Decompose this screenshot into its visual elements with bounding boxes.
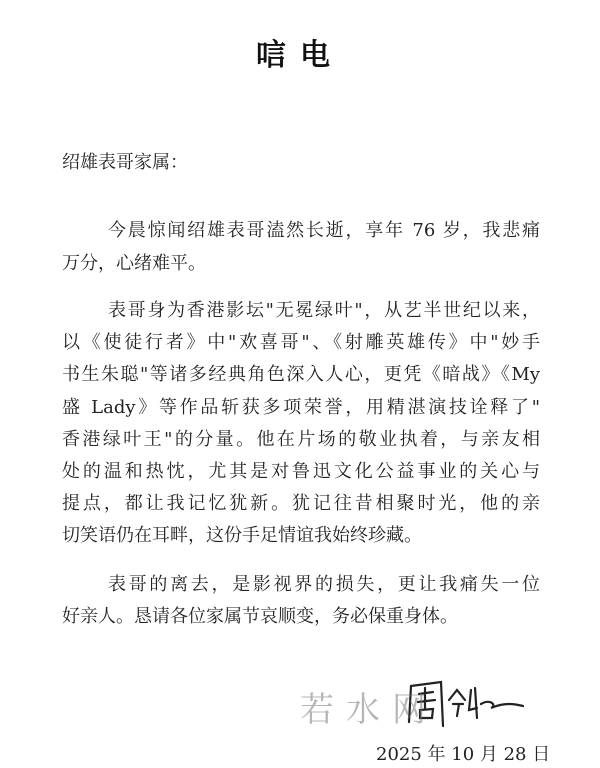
paragraph-2-line: 书生朱聪"等诸多经典角色深入人心，更凭《暗战》《My <box>62 364 540 385</box>
paragraph-2-line: 表哥身为香港影坛"无冕绿叶"，从艺半世纪以来， <box>108 300 540 321</box>
paragraph-2-line: 盛 Lady》等作品斩获多项荣誉，用精湛演技诠释了" <box>62 397 540 418</box>
paragraph-1-line: 今晨惊闻绍雄表哥溘然长逝，享年 76 岁，我悲痛 <box>108 220 540 241</box>
letter-title: 唁电 <box>256 38 344 73</box>
letter-date: 2025 年 10 月 28 日 <box>376 744 551 765</box>
paragraph-2-line: 香港绿叶王"的分量。他在片场的敬业执着，与亲友相 <box>62 429 540 450</box>
paragraph-1-line: 万分，心绪难平。 <box>62 253 206 274</box>
paragraph-2-line: 提点，都让我记忆犹新。犹记往昔相聚时光，他的亲 <box>62 493 540 514</box>
paragraph-3-line: 好亲人。恳请各位家属节哀顺变，务必保重身体。 <box>62 606 458 627</box>
salutation: 绍雄表哥家属： <box>62 152 188 173</box>
paragraph-2-line: 以《使徒行者》中"欢喜哥"、《射雕英雄传》中"妙手 <box>62 332 540 353</box>
paragraph-3-line: 表哥的离去，是影视界的损失，更让我痛失一位 <box>108 574 540 595</box>
paragraph-2-line: 切笑语仍在耳畔，这份手足情谊我始终珍藏。 <box>62 525 422 546</box>
paragraph-2-line: 处的温和热忱，尤其是对鲁迅文化公益事业的关心与 <box>62 461 540 482</box>
watermark: 若水网 <box>300 690 438 730</box>
